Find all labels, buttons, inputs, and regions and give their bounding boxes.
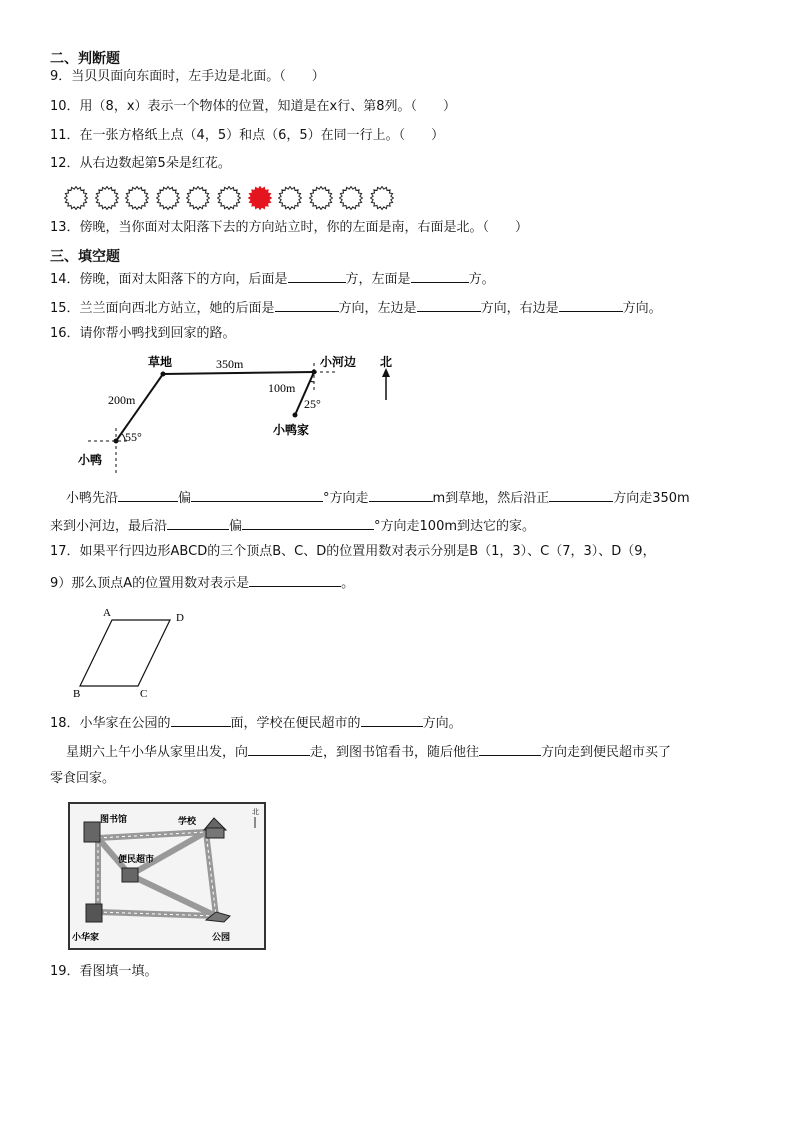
q18-text-d: 星期六上午小华从家里出发，向 xyxy=(66,745,249,760)
q16-text-f: 来到小河边，最后沿 xyxy=(50,519,168,534)
question-17-line-2 xyxy=(50,572,354,593)
question-18 xyxy=(50,712,462,733)
map-label-library: 图书馆 xyxy=(100,815,128,825)
answer-blank[interactable] xyxy=(479,741,541,756)
point-xiaoyajia xyxy=(293,413,298,418)
q16-text-a: 小鸭先沿 xyxy=(66,491,119,506)
question-15 xyxy=(50,297,662,318)
question-9: 9．当贝贝面向东面时，左手边是北面。（ ） xyxy=(50,69,325,84)
map-label-home: 小华家 xyxy=(72,933,100,943)
map-label-north: 北 xyxy=(252,808,259,816)
question-16-line-2 xyxy=(50,515,535,536)
answer-blank[interactable] xyxy=(248,741,310,756)
flower-icon xyxy=(156,186,180,210)
answer-blank[interactable] xyxy=(288,268,346,283)
answer-blank[interactable] xyxy=(249,572,341,587)
section-title-fill: 三、填空题 xyxy=(50,249,120,265)
label-350m: 350m xyxy=(216,357,244,371)
q15-text-d: 方向。 xyxy=(622,301,662,316)
q16-text-e: 方向走350m xyxy=(613,491,690,506)
vertex-label-b: B xyxy=(73,688,81,699)
q18-text-e: 走，到图书馆看书，随后他往 xyxy=(310,745,480,760)
library-building-icon xyxy=(84,822,100,842)
parallelogram-figure xyxy=(70,604,190,699)
label-100m: 100m xyxy=(268,381,296,395)
flower-icon xyxy=(95,186,119,210)
question-17-line-1: 17．如果平行四边形ABCD的三个顶点B、C、D的位置用数对表示分别是B（1，3）、C（7，3）、D（9， xyxy=(50,544,656,559)
home-building-icon xyxy=(86,904,102,922)
answer-blank[interactable] xyxy=(411,268,469,283)
label-200m: 200m xyxy=(108,393,136,407)
answer-blank[interactable] xyxy=(275,297,339,312)
section-title-judge: 二、判断题 xyxy=(50,51,120,67)
store-building-icon xyxy=(122,868,138,882)
answer-blank[interactable] xyxy=(242,515,374,530)
label-25-degree: 25° xyxy=(304,397,321,411)
duck-route-diagram xyxy=(70,348,400,473)
answer-blank[interactable] xyxy=(361,712,423,727)
north-arrow-head xyxy=(382,368,390,377)
question-16-line-1 xyxy=(66,487,690,508)
q18-text-c: 方向。 xyxy=(422,716,462,731)
question-14 xyxy=(50,268,495,289)
flower-icon xyxy=(186,186,210,210)
flower-icon xyxy=(125,186,149,210)
question-18-paragraph-3: 零食回家。 xyxy=(50,771,116,786)
flower-icon xyxy=(217,186,241,210)
question-12: 12．从右边数起第5朵是红花。 xyxy=(50,156,231,171)
q16-text-d: m到草地，然后沿正 xyxy=(432,491,550,506)
label-caodi: 草地 xyxy=(148,355,173,369)
flower-icon xyxy=(339,186,363,210)
label-xiaoya: 小鸭 xyxy=(78,453,103,467)
flower-icon xyxy=(309,186,333,210)
q17-text-a: 9）那么顶点A的位置用数对表示是 xyxy=(50,576,250,591)
map-label-school: 学校 xyxy=(178,817,197,827)
route-segment-350 xyxy=(163,372,314,374)
question-19: 19．看图填一填。 xyxy=(50,964,158,979)
answer-blank[interactable] xyxy=(167,515,229,530)
answer-blank[interactable] xyxy=(118,487,178,502)
red-flower-icon xyxy=(248,186,272,210)
answer-blank[interactable] xyxy=(171,712,231,727)
flower-icon xyxy=(370,186,394,210)
q14-text-c: 方。 xyxy=(468,272,495,287)
label-xiaohebian: 小河边 xyxy=(320,355,357,369)
label-55-degree: 55° xyxy=(125,430,142,444)
answer-blank[interactable] xyxy=(369,487,433,502)
flower-icon xyxy=(278,186,302,210)
question-13: 13．傍晚，当你面对太阳落下去的方向站立时，你的左面是南，右面是北。（ ） xyxy=(50,220,529,235)
answer-blank[interactable] xyxy=(417,297,481,312)
question-11: 11．在一张方格纸上点（4，5）和点（6，5）在同一行上。（ ） xyxy=(50,128,445,143)
q17-text-b: 。 xyxy=(341,576,355,591)
answer-blank[interactable] xyxy=(559,297,623,312)
q16-text-g: 偏 xyxy=(229,519,243,534)
point-caodi xyxy=(161,372,166,377)
vertex-label-c: C xyxy=(140,688,148,699)
q15-text-c: 方向，右边是 xyxy=(480,301,559,316)
q18-text-f: 方向走到便民超市买了 xyxy=(541,745,672,760)
flower-icon xyxy=(64,186,88,210)
map-label-park: 公园 xyxy=(212,933,231,943)
vertex-label-d: D xyxy=(176,612,184,624)
q15-text-a: 15．兰兰面向西北方站立，她的后面是 xyxy=(50,301,275,316)
q14-text-b: 方，左面是 xyxy=(345,272,411,287)
q16-text-h: °方向走100m到达它的家。 xyxy=(374,519,536,534)
question-18-paragraph-2 xyxy=(66,741,671,762)
answer-blank[interactable] xyxy=(191,487,323,502)
q18-text-a: 18．小华家在公园的 xyxy=(50,716,171,731)
map-label-store: 便民超市 xyxy=(118,855,155,865)
question-16: 16．请你帮小鸭找到回家的路。 xyxy=(50,326,236,341)
q16-text-b: 偏 xyxy=(178,491,192,506)
q18-text-b: 面，学校在便民超市的 xyxy=(230,716,361,731)
parallelogram-abcd xyxy=(80,620,170,686)
answer-blank[interactable] xyxy=(549,487,613,502)
question-10: 10．用（8，x）表示一个物体的位置，知道是在x行、第8列。（ ） xyxy=(50,99,456,114)
vertex-label-a: A xyxy=(103,607,111,619)
q14-text-a: 14．傍晚，面对太阳落下的方向，后面是 xyxy=(50,272,288,287)
q16-text-c: °方向走 xyxy=(323,491,369,506)
q15-text-b: 方向，左边是 xyxy=(338,301,417,316)
town-map xyxy=(66,800,268,952)
label-xiaoyajia: 小鸭家 xyxy=(273,423,310,437)
label-north: 北 xyxy=(380,355,393,369)
